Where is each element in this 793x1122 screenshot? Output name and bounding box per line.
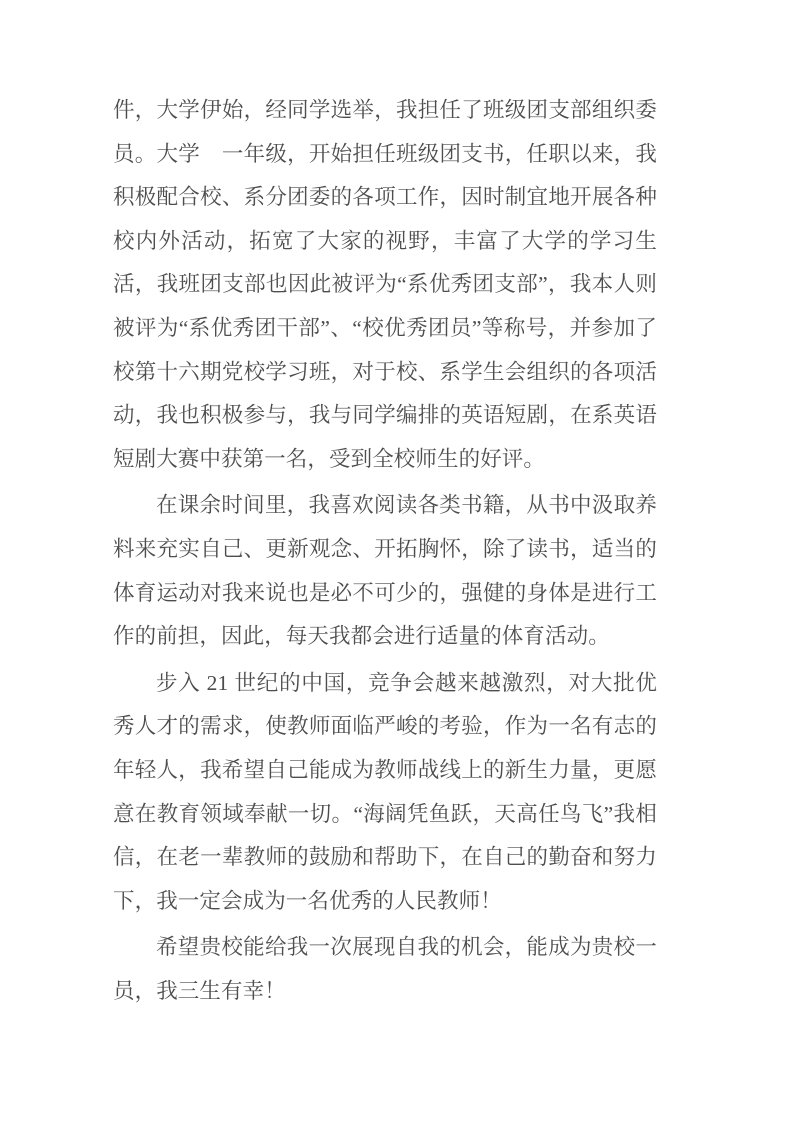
paragraph-4: 希望贵校能给我一次展现自我的机会，能成为贵校一员，我三生有幸！ [113,935,657,1003]
document-body [113,89,657,1016]
paragraph-3: 步入 21 世纪的中国，竞争会越来越激烈，对大批优秀人才的需求，使教师面临严峻的考验，作为一名有志的年轻人，我希望自己能成为教师战线上的新生力量，更愿意在教育领域奉献一切。“海阔凭鱼跃，天高任鸟飞”我相信，在老一辈教师的鼓励和帮助下，在自己的勤奋和努力下，我一定会成为一名优秀的人民教师！ [113,670,657,913]
paragraph-2: 在课余时间里，我喜欢阅读各类书籍，从书中汲取养料来充实自己、更新观念、开拓胸怀，除了读书，适当的体育运动对我来说也是必不可少的，强健的身体是进行工作的前担，因此，每天我都会进行适量的体育活动。 [113,493,657,649]
paragraph-1: 件，大学伊始，经同学选举，我担任了班级团支部组织委员。大学 一年级，开始担任班级团支书，任职以来，我积极配合校、系分团委的各项工作，因时制宜地开展各种校内外活动，拓宽了大家的视野，丰富了大学的学习生活，我班团支部也因此被评为“系优秀团支部”，我本人则被评为“系优秀团干部”、“校优秀团员”等称号，并参加了校第十六期党校学习班，对于校、系学生会组织的各项活动，我也积极参与，我与同学编排的英语短剧，在系英语短剧大赛中获第一名，受到全校师生的好评。 [113,98,657,471]
